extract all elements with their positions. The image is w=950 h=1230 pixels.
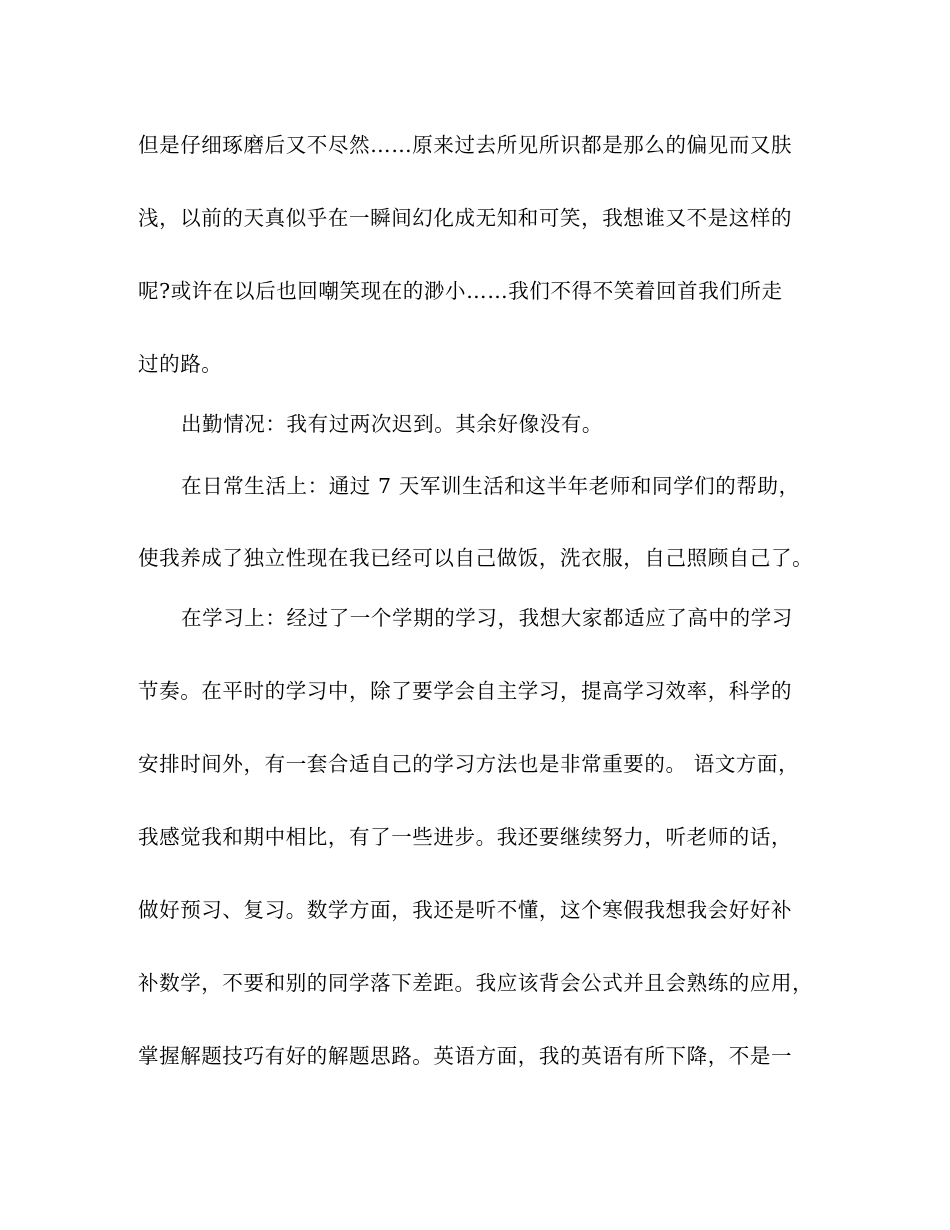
text-line: 做好预习、复习。数学方面，我还是听不懂，这个寒假我想我会好好补 <box>138 898 793 922</box>
text-line: 但是仔细琢磨后又不尽然……原来过去所见所识都是那么的偏见而又肤 <box>138 133 793 157</box>
text-line: 呢?或许在以后也回嘲笑现在的渺小……我们不得不笑着回首我们所走 <box>138 279 783 303</box>
text-line: 我感觉我和期中相比，有了一些进步。我还要继续努力，听老师的话， <box>138 825 793 849</box>
text-line: 在学习上：经过了一个学期的学习，我想大家都适应了高中的学习 <box>181 606 793 630</box>
text-line: 掌握解题技巧有好的解题思路。英语方面，我的英语有所下降，不是一 <box>138 1044 793 1068</box>
text-line: 补数学，不要和别的同学落下差距。我应该背会公式并且会熟练的应用， <box>138 971 814 995</box>
text-line: 在日常生活上：通过 7 天军训生活和这半年老师和同学们的帮助， <box>181 474 800 498</box>
text-line: 浅，以前的天真似乎在一瞬间幻化成无知和可笑，我想谁又不是这样的 <box>138 206 793 230</box>
text-line: 过的路。 <box>138 352 223 376</box>
text-line: 安排时间外，有一套合适自己的学习方法也是非常重要的。 语文方面， <box>138 752 800 776</box>
text-line: 使我养成了独立性现在我已经可以自己做饭，洗衣服，自己照顾自己了。 <box>138 546 814 570</box>
text-line: 出勤情况：我有过两次迟到。其余好像没有。 <box>181 412 603 436</box>
text-line: 节奏。在平时的学习中，除了要学会自主学习，提高学习效率，科学的 <box>138 679 793 703</box>
